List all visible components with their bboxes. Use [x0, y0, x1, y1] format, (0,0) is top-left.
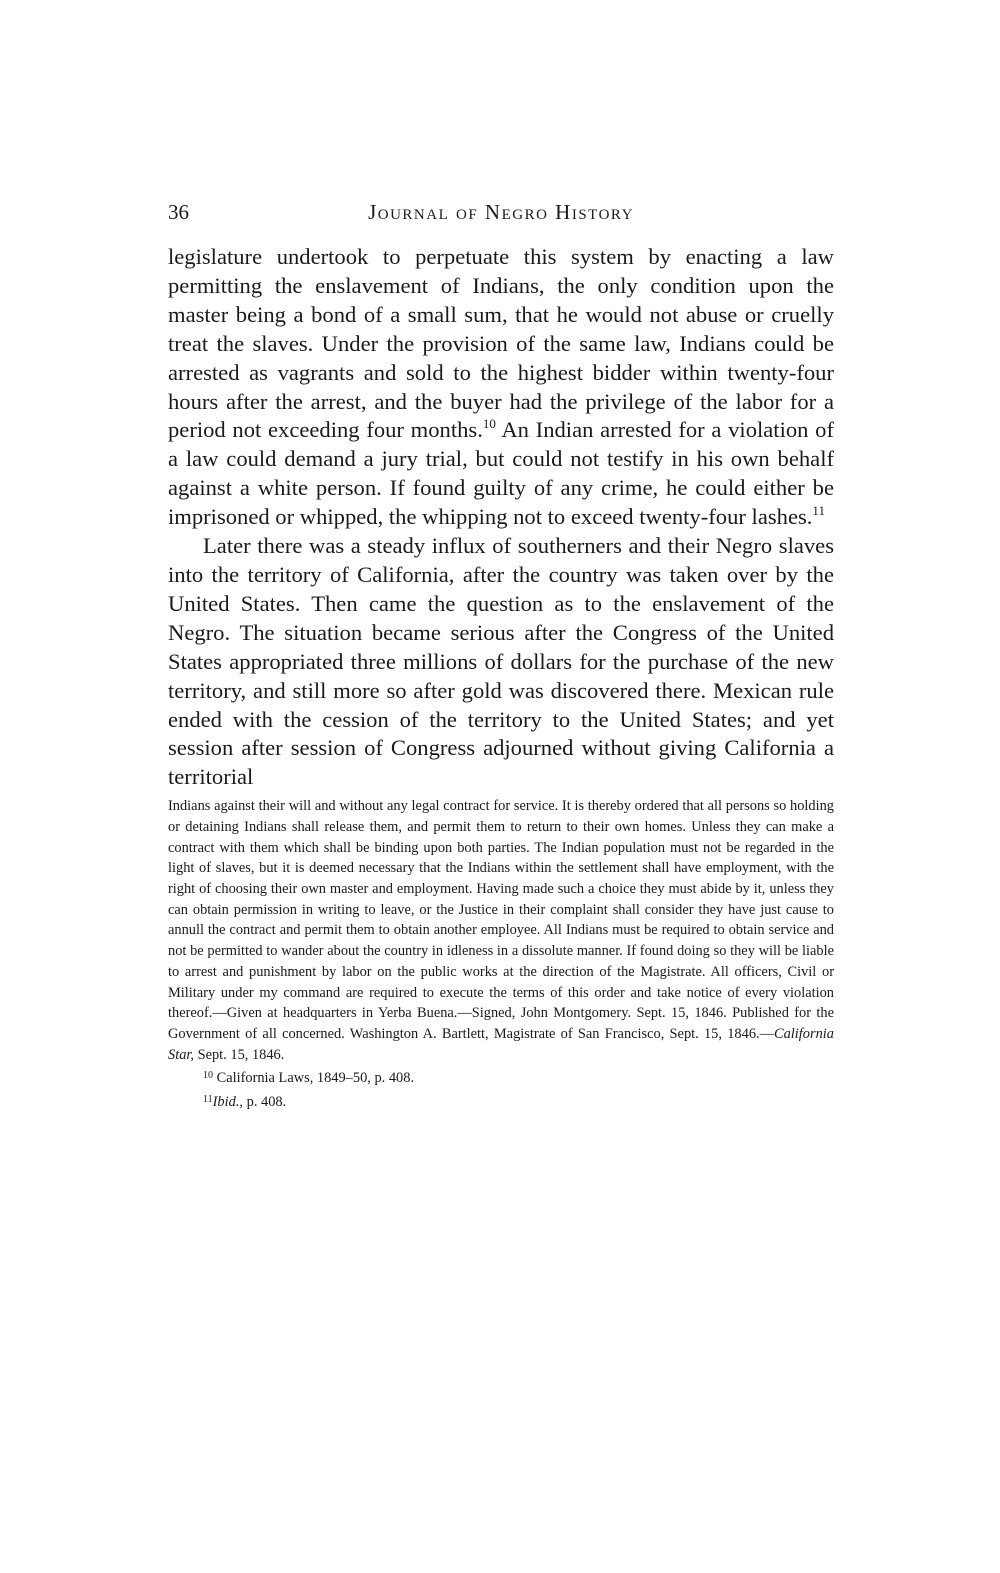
paragraph-1-continuation: An Indian arrested for a violation of a law could demand a jury trial, but could not testify in his own behalf against a white person. If found guilty of any crime, he could either be imprisoned or whipped, the whipping not to exceed twenty-four lashes.: [168, 417, 834, 530]
footnote-11-ibid: Ibid.,: [212, 1094, 244, 1111]
footnote-10-text: California Laws, 1849–50, p. 408.: [213, 1070, 415, 1087]
journal-page: [168, 196, 834, 1113]
footnote-11-text: p. 408.: [243, 1094, 287, 1111]
running-head: [168, 196, 834, 232]
footnote-continued-text: Indians against their will and without any legal contract for service. It is thereby ordered that all persons so holding or detaining Indians shall release them, and permit them to return to their own homes. Unless they can make a contract with them which shall be binding upon both parties. The Indian population must not be regarded in the light of slaves, but it is deemed necessary that the Indians within the settlement shall have employment, with the right of choosing their own master and employment. Having made such a choice they must abide by it, unless they can obtain permission in writing to leave, or the Justice in their complaint shall consider they have just cause to annull the contract and permit them to obtain another employee. All Indians must be required to obtain service and not be permitted to wander about the country in idleness in a dissolute manner. If found doing so they will be liable to arrest and punishment by labor on the public works at the direction of the Magistrate. All officers, Civil or Military under my command are required to execute the terms of this order and take notice of every violation thereof.—Given at headquarters in Yerba Buena.—Signed, John Montgomery. Sept. 15, 1846. Published for the Government of all concerned. Washington A. Bartlett, Magistrate of San Francisco, Sept. 15, 1846.—: [168, 798, 834, 1042]
footnote-ref-11: 11: [812, 503, 825, 519]
paragraph-2-text: Later there was a steady influx of southerners and their Negro slaves into the territory of California, after the country was taken over by the United States. Then came the question as to the enslavement of the Negro. The situation became serious after the Congress of the United States appropriated three millions of dollars for the purchase of the new territory, and still more so after gold was discovered there. Mexican rule ended with the cession of the territory to the United States; and yet session after session of Congress adjourned without giving California a territorial: [168, 533, 834, 790]
footnote-ref-10: 10: [482, 416, 496, 432]
footnote-10: [168, 1068, 834, 1089]
footnote-11: [168, 1092, 834, 1113]
footnote-11-mark: 11: [203, 1094, 213, 1106]
footnote-continued-date: Sept. 15, 1846.: [194, 1046, 285, 1063]
paragraph-2: [168, 532, 834, 792]
footnote-continued-source: California Star,: [168, 1025, 834, 1063]
footnote-continued: [168, 796, 834, 1065]
journal-title: Journal of Negro History: [368, 200, 634, 224]
paragraph-1-text: legislature undertook to perpetuate this system by enacting a law permitting the enslavement of Indians, the only condition upon the master being a bond of a small sum, that he would not abuse or cruelly treat the slaves. Under the provision of the same law, Indians could be arrested as vagrants and sold to the highest bidder within twenty-four hours after the arrest, and the buyer had the privilege of the labor for a period not exceeding four months.: [168, 244, 834, 443]
footnote-10-mark: 10: [203, 1070, 213, 1082]
body-text: [168, 243, 834, 792]
page-number: 36: [168, 200, 189, 224]
footnotes: [168, 796, 834, 1113]
paragraph-1: [168, 243, 834, 532]
